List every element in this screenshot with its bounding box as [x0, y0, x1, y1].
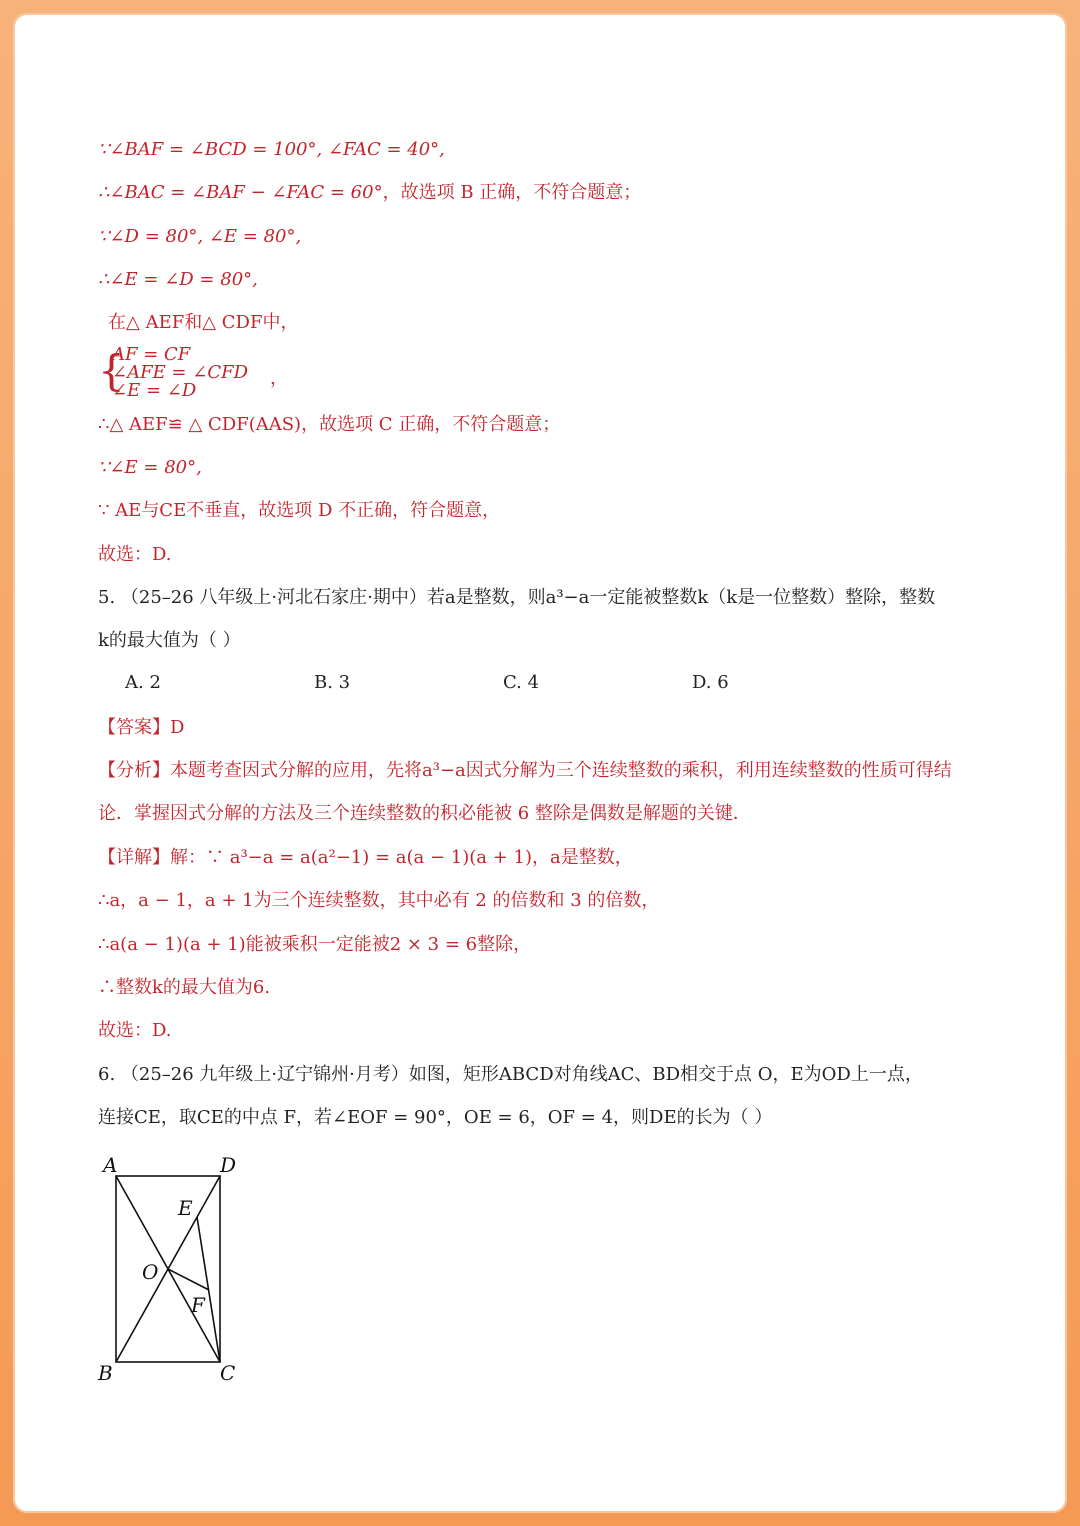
- option-c: C. 4: [503, 672, 540, 693]
- detail-line-3: ∴a(a − 1)(a + 1)能被乘积一定能被2 × 3 = 6整除，: [98, 934, 532, 955]
- answer-line: 【答案】D: [98, 717, 185, 738]
- detail-line-4: ∴整数k的最大值为6.: [98, 977, 271, 998]
- label-c: C: [220, 1361, 236, 1385]
- analysis-line-1: 【分析】本题考查因式分解的应用，先将a³−a因式分解为三个连续整数的乘积，利用连续整数的性质可得结: [98, 760, 952, 781]
- label-a: A: [103, 1153, 118, 1177]
- left-brace: {: [98, 346, 125, 395]
- detail-line-1: 【详解】解：∵ a³−a = a(a²−1) = a(a − 1)(a + 1)，a是整数，: [98, 847, 633, 868]
- analysis-line-2: 论．掌握因式分解的方法及三个连续整数的积必能被 6 整除是偶数是解题的关键．: [98, 803, 751, 824]
- text-line-6: ∴△ AEF≌ △ CDF(AAS)，故选项 C 正确，不符合题意；: [98, 414, 561, 435]
- label-b: B: [98, 1361, 113, 1385]
- label-d: D: [220, 1153, 237, 1177]
- text-line-1: ∵∠BAF = ∠BCD = 100°, ∠FAC = 40°,: [98, 139, 445, 160]
- label-f: F: [191, 1293, 205, 1317]
- question-5-line-2: k的最大值为（ ）: [98, 630, 241, 651]
- system-row-2: ∠AFE = ∠CFD: [112, 362, 249, 383]
- text-line-8: ∵ AE与CE不垂直，故选项 D 不正确，符合题意，: [98, 500, 501, 521]
- label-e: E: [178, 1196, 193, 1220]
- option-b: B. 3: [314, 672, 351, 693]
- question-5-line-1: 5. （25–26 八年级上·河北石家庄·期中）若a是整数，则a³−a一定能被整数k（k是一位整数）整除，整数: [98, 587, 936, 608]
- text-line-9: 故选：D.: [98, 544, 172, 565]
- detail-line-5: 故选：D.: [98, 1020, 172, 1041]
- equation-system: [98, 344, 318, 404]
- option-d: D. 6: [692, 672, 729, 693]
- text-line-4: ∴∠E = ∠D = 80°,: [98, 269, 258, 290]
- text-line-2-formula: ∴∠BAC = ∠BAF − ∠FAC = 60°: [98, 182, 383, 203]
- detail-line-2: ∴a，a − 1，a + 1为三个连续整数，其中必有 2 的倍数和 3 的倍数，: [98, 890, 660, 911]
- text-line-2-text: ，故选项 B 正确，不符合题意；: [382, 182, 642, 203]
- system-row-3: ∠E = ∠D: [112, 380, 197, 401]
- rectangle-figure: [95, 1150, 255, 1385]
- text-line-5: 在△ AEF和△ CDF中，: [108, 312, 299, 333]
- label-o: O: [142, 1260, 159, 1284]
- system-row-1: AF = CF: [112, 344, 191, 365]
- text-line-7: ∵∠E = 80°,: [98, 457, 202, 478]
- option-a: A. 2: [125, 672, 161, 693]
- question-6-line-1: 6. （25–26 九年级上·辽宁锦州·月考）如图，矩形ABCD对角线AC、BD相交于点 O，E为OD上一点，: [98, 1064, 923, 1085]
- text-line-2: [98, 181, 641, 205]
- question-6-line-2: 连接CE，取CE的中点 F，若∠EOF = 90°，OE = 6，OF = 4，则DE的长为（ ）: [98, 1107, 773, 1128]
- text-line-3: ∵∠D = 80°, ∠E = 80°,: [98, 226, 302, 247]
- system-comma: ，: [270, 368, 288, 389]
